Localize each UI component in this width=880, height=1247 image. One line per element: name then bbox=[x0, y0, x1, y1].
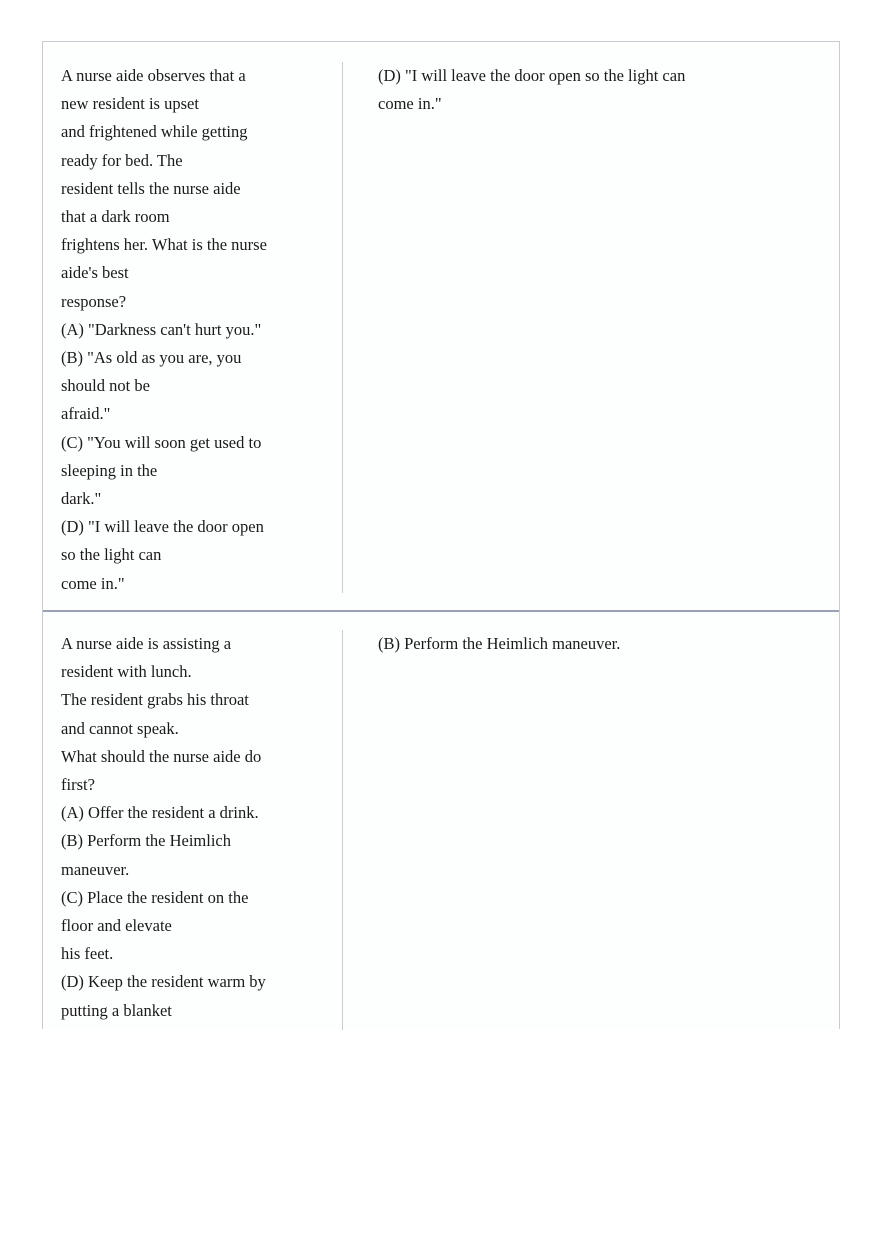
card-2-answer bbox=[378, 630, 818, 658]
question-line: new resident is upset bbox=[61, 94, 199, 114]
question-line: that a dark room bbox=[61, 207, 170, 227]
question-line: What should the nurse aide do bbox=[61, 746, 262, 766]
answer-line: (B) Perform the Heimlich maneuver. bbox=[378, 634, 621, 653]
option-b-line: maneuver. bbox=[61, 859, 130, 879]
option-d-line: putting a blanket bbox=[61, 1000, 172, 1020]
option-d-line: come in." bbox=[61, 573, 125, 593]
card-2-question bbox=[61, 630, 343, 1030]
question-line: resident with lunch. bbox=[61, 662, 192, 682]
answer-line: come in." bbox=[378, 94, 442, 114]
question-line: A nurse aide is assisting a bbox=[61, 634, 232, 653]
option-d-line: (D) "I will leave the door open bbox=[61, 517, 264, 537]
question-line: response? bbox=[61, 291, 127, 311]
question-line: aide's best bbox=[61, 263, 129, 283]
card-1-answer bbox=[378, 62, 818, 118]
question-line: and frightened while getting bbox=[61, 122, 248, 142]
option-c-line: (C) Place the resident on the bbox=[61, 887, 249, 907]
option-b-line: (B) "As old as you are, you bbox=[61, 348, 242, 368]
option-b-line: (B) Perform the Heimlich bbox=[61, 831, 231, 851]
question-line: frightens her. What is the nurse bbox=[61, 235, 267, 255]
option-a-line: (A) Offer the resident a drink. bbox=[61, 803, 259, 823]
option-c-line: dark." bbox=[61, 489, 102, 509]
flashcard-1 bbox=[43, 42, 839, 612]
flashcard-sheet bbox=[42, 41, 840, 1029]
question-line: resident tells the nurse aide bbox=[61, 178, 241, 198]
option-b-line: afraid." bbox=[61, 404, 111, 424]
option-b-line: should not be bbox=[61, 376, 150, 396]
answer-line: (D) "I will leave the door open so the light can bbox=[378, 66, 686, 85]
option-c-line: floor and elevate bbox=[61, 916, 172, 936]
question-line: first? bbox=[61, 775, 95, 795]
option-c-line: (C) "You will soon get used to bbox=[61, 432, 262, 452]
flashcard-2 bbox=[43, 612, 839, 1030]
option-a-line: (A) "Darkness can't hurt you." bbox=[61, 319, 262, 339]
question-line: and cannot speak. bbox=[61, 718, 179, 738]
option-c-line: sleeping in the bbox=[61, 460, 158, 480]
option-c-line: his feet. bbox=[61, 944, 114, 964]
question-line: The resident grabs his throat bbox=[61, 690, 249, 710]
option-d-line: so the light can bbox=[61, 545, 162, 565]
option-d-line: (D) Keep the resident warm by bbox=[61, 972, 266, 992]
card-1-question bbox=[61, 62, 343, 593]
question-line: ready for bed. The bbox=[61, 150, 183, 170]
question-line: A nurse aide observes that a bbox=[61, 66, 246, 85]
